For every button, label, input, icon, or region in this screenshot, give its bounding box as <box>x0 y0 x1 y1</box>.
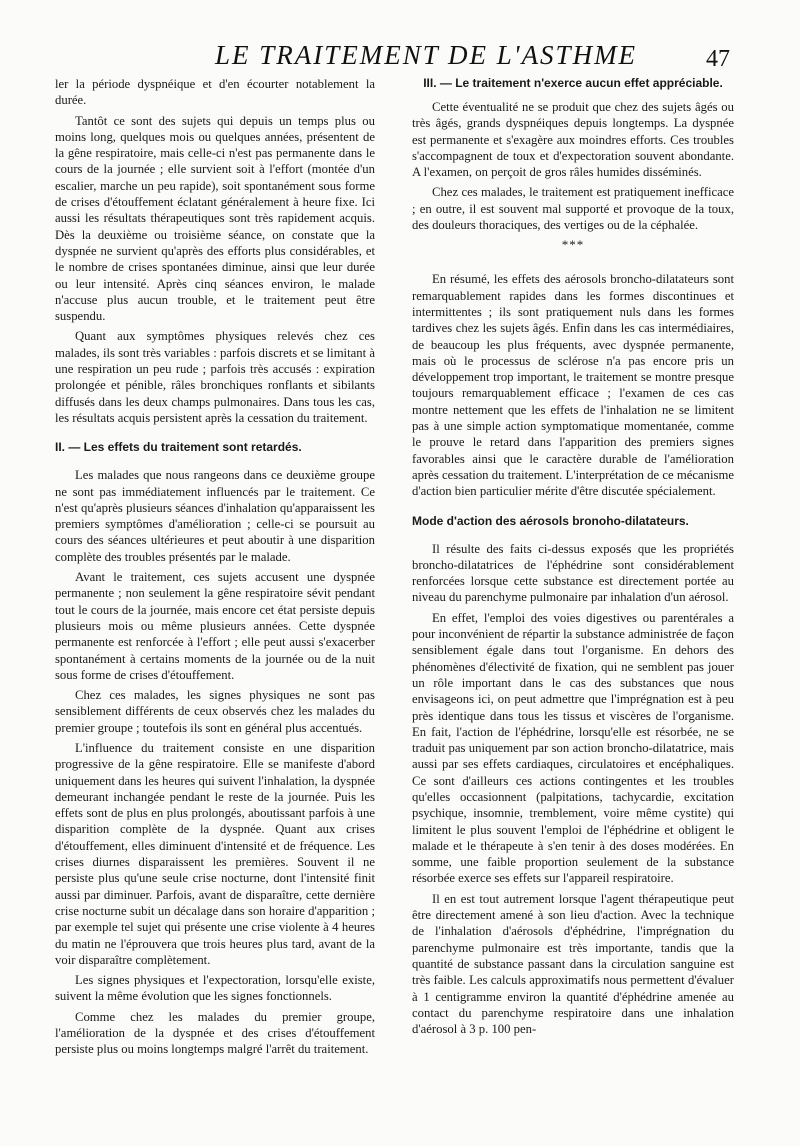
paragraph: ler la période dyspnéique et d'en écourter notablement la durée. <box>55 77 375 108</box>
paragraph: Les signes physiques et l'expectoration, lorsqu'elle existe, suivent la même évolution que les signes fonctionnels. <box>55 973 375 1004</box>
running-header <box>0 40 800 76</box>
paragraph: Comme chez les malades du premier groupe, l'amélioration de la dyspnée et des crises d'étouffement persiste plus ou moins longtemps malgré l'arrêt du traitement. <box>55 1009 375 1057</box>
paragraph: Quant aux symptômes physiques relevés chez ces malades, ils sont très variables : parfois discrets et se limitant à une respiration un peu rude ; parfois très accusés : expiration prolongée et pénible, râles bronchiques ronflants et sibilants diffusés dans les deux champs pulmonaires. Dans tous les cas, les résultats acquis persistent après la cessation du traitement. <box>55 329 375 425</box>
paragraph: Il résulte des faits ci-dessus exposés que les propriétés broncho-dilatatrices de l'éphédrine sont considérablement renforcées lorsque cette substance est directement portée au niveau du parenchyme pulmonaire par inhalation d'un aérosol. <box>412 541 734 605</box>
paragraph: Il en est tout autrement lorsque l'agent thérapeutique peut être directement amené à son lieu d'action. Avec la technique de l'inhalation d'aérosols d'éphédrine, l'imprégnation du parenchyme pulmonaire est très importante, tandis que la quantité de substance passant dans la circulation sanguine est très faible. Les calculs approximatifs nous permettent d'évaluer à 1 centigramme environ la quantité d'éphédrine amenée au contact du parenchyme respiratoire dans une inhalation d'aérosol à 3 p. 100 pen- <box>412 891 734 1037</box>
paragraph: En résumé, les effets des aérosols broncho-dilatateurs sont remarquablement rapides dans les formes discontinues et intermittentes ; ils sont pratiquement nuls dans les formes tardives chez les sujets âgés. Enfin dans les cas intermédiaires, de beaucoup les plus fréquents, avec dyspnée permanente, mais où le processus de sclérose n'a pas encore pris un développement trop important, le traitement se montre presque toujours remarquablement efficace ; l'examen de ces cas montre nettement que les effets de l'inhalation ne se limitent pas à une simple action symptomatique momentanée, comme le prouve le retard dans l'apparition des premiers signes favorables ainsi que le caractère durable de l'amélioration après cessation du traitement. L'interprétation de ce mécanisme d'action bien particulier mérite d'être discutée spécialement. <box>412 272 734 499</box>
section-heading-mode: Mode d'action des aérosols bronoho-dilatateurs. <box>412 513 689 528</box>
asterism-divider: *** <box>561 237 585 253</box>
paragraph: Avant le traitement, ces sujets accusent une dyspnée permanente ; non seulement la gêne respiratoire sévit pendant tout le cours de la journée, mais encore cet état persiste depuis plusieurs mois ou même plusieurs années. Cette dyspnée permanente est renforcée à l'effort ; elle peut aussi s'exacerber spontanément à certains moments de la journée ou de la nuit sous forme de crises d'étouffement. <box>55 570 375 682</box>
paragraph: Cette éventualité ne se produit que chez des sujets âgés ou très âgés, grands dyspnéiques depuis longtemps. La dyspnée est permanente et s'exagère aux moindres efforts. Ces troubles s'accompagnent de toux et d'expectoration souvent abondante. A l'examen, on perçoit de gros râles humides disséminés. <box>412 100 734 180</box>
section-heading-2: II. — Les effets du traitement sont retardés. <box>55 440 302 455</box>
section-heading-3: III. — Le traitement n'exerce aucun effet appréciable. <box>423 76 723 90</box>
paragraph: En effet, l'emploi des voies digestives ou parentérales a pour inconvénient de répartir la substance administrée de façon sensiblement égale dans tout l'organisme. En dehors des phénomènes d'électivité de fixation, qui ne semblent pas jouer un rôle important dans le cas des substances que nous envisageons ici, on peut admettre que l'imprégnation est à peu près identique dans tous les tissus et viscères de l'organisme. En fait, l'action de l'éphédrine, lorsqu'elle est résorbée, ne se traduit pas uniquement par son action broncho-dilatatrice, mais aussi par ses effets cardiaques, circulatoires et encéphaliques. Ce sont d'ailleurs ces actions contingentes et les troubles qu'elles occasionnent (palpitations, tachycardie, excitation psychique, insomnie, tremblement, voire même cystite) qui limitent le plus souvent l'emploi de l'éphédrine et obligent le malade et le thérapeute à s'en tenir à des doses modérées. En somme, une faible proportion seulement de la substance résorbée exerce ses effets sur l'appareil respiratoire. <box>412 610 734 886</box>
paragraph: Tantôt ce sont des sujets qui depuis un temps plus ou moins long, quelques mois ou quelques années, présentent de la gêne respiratoire, mais celle-ci n'est pas permanente dans le cours de la journée ; elle survient soit à l'effort (montée d'un escalier, marche un peu rapide), soit spontanément sous forme de crises d'étouffement éclatant généralement à heure fixe. Ici aussi les résultats thérapeutiques sont très rapidement acquis. Dès la deuxième ou troisième séance, on constate que la dyspnée ne survient qu'après des efforts plus considérables, et le nombre de crises spontanées diminue, ainsi que leur durée ou leur intensité. Après cinq séances environ, le malade n'accuse plus aucun trouble, et le traitement peut être suspendu. <box>55 113 375 324</box>
left-column <box>55 76 375 1086</box>
right-column <box>412 76 734 1096</box>
paragraph: Les malades que nous rangeons dans ce deuxième groupe ne sont pas immédiatement influencés par le traitement. Ce n'est qu'après plusieurs séances d'inhalation qu'apparaissent les premiers symptômes d'amélioration ; celle-ci se poursuit au cours des séances ultérieures et peut aboutir à une disparition complète des troubles présentés par le malade. <box>55 468 375 564</box>
running-title: LE TRAITEMENT DE L'ASTHME <box>215 40 638 70</box>
paragraph: L'influence du traitement consiste en une disparition progressive de la gêne respiratoire. Elle se manifeste d'abord uniquement dans les heures qui suivent l'inhalation, la dyspnée demeurant inchangée pendant le reste de la journée. Puis les effets sont de plus en plus prolongés, aboutissant parfois à une disparition complète de la dyspnée. Quant aux crises d'étouffement, elles diminuent d'intensité et de fréquence. Les crises diurnes disparaissent les premières. Souvent il ne persiste plus qu'une seule crise nocturne, dont l'intensité finit aussi par diminuer. Parfois, avant de disparaître, cette dernière crise nocturne subit un décalage dans son horaire d'apparition ; par exemple tel sujet qui présente une crise violente à 4 heures du matin ne l'éprouvera que trois heures plus tard, avant de la voir disparaître complètement. <box>55 740 375 967</box>
paragraph: Chez ces malades, le traitement est pratiquement inefficace ; en outre, il est souvent mal supporté et provoque de la toux, des douleurs thoraciques, des vertiges ou de la céphalée. <box>412 185 734 233</box>
paragraph: Chez ces malades, les signes physiques ne sont pas sensiblement différents de ceux observés chez les malades du premier groupe ; toutefois ils sont en général plus accentués. <box>55 688 375 735</box>
page-number: 47 <box>706 46 730 72</box>
